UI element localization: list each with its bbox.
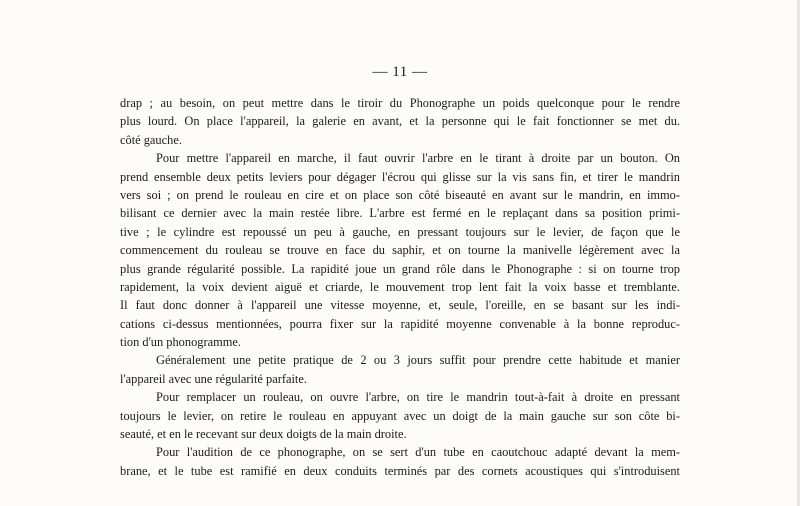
text-line: côté gauche. xyxy=(120,132,182,147)
text-line: seauté, et en le recevant sur deux doigts de la main droite. xyxy=(120,427,407,442)
text-line: rapidement, la voix devient aiguë et criarde, le mouvement trop lent fait la voix basse et tremblante. xyxy=(120,279,680,294)
text-line: Pour mettre l'appareil en marche, il faut ouvrir l'arbre en le tirant à droite par un bouton. On xyxy=(156,151,680,166)
text-line: vers soi ; on prend le rouleau en cire et on place son côté biseauté en avant sur le mandrin, en immo- xyxy=(120,187,680,202)
text-line: Pour l'audition de ce phonographe, on se sert d'un tube en caoutchouc adapté devant la mem- xyxy=(156,445,680,460)
body-text xyxy=(120,94,680,480)
text-line: brane, et le tube est ramifié en deux conduits terminés par des cornets acoustiques qui s'introduisent xyxy=(120,463,680,478)
text-line: prend ensemble deux petits leviers pour dégager l'écrou qui glisse sur la vis sans fin, et tirer le mandrin xyxy=(120,169,680,184)
text-line: Généralement une petite pratique de 2 ou 3 jours suffit pour prendre cette habitude et manier xyxy=(156,353,680,368)
text-line: plus grande régularité possible. La rapidité joue un grand rôle dans le Phonographe : si on tourne trop xyxy=(120,261,680,276)
text-line: tion d'un phonogramme. xyxy=(120,335,241,350)
text-line: commencement du rouleau se trouve en face du saphir, et on tourne la manivelle légèrement avec la xyxy=(120,243,680,258)
text-line: Il faut donc donner à l'appareil une vitesse moyenne, et, seule, l'oreille, en se basant sur les indi- xyxy=(120,298,680,313)
text-line: drap ; au besoin, on peut mettre dans le tiroir du Phonographe un poids quelconque pour le rendre xyxy=(120,96,680,110)
text-line: Pour remplacer un rouleau, on ouvre l'arbre, on tire le mandrin tout-à-fait à droite en pressant xyxy=(156,390,680,405)
text-line: tive ; le cylindre est repoussé un peu à gauche, en pressant toujours sur le levier, de façon que le xyxy=(120,224,680,239)
text-line: toujours le levier, on retire le rouleau en appuyant avec un doigt de la main gauche sur son côte bi- xyxy=(120,408,680,423)
text-line: l'appareil avec une régularité parfaite. xyxy=(120,371,307,386)
page-number: — 11 — xyxy=(372,64,428,80)
text-line: plus lourd. On place l'appareil, la galerie en avant, et la personne qui le fait fonctionner se met du. xyxy=(120,114,680,129)
text-line: bilisant ce dernier avec la main restée libre. L'arbre est fermé en le replaçant dans sa position primi- xyxy=(120,206,680,221)
text-line: cations ci-dessus mentionnées, pourra fixer sur la rapidité moyenne convenable à la bonne reproduc- xyxy=(120,316,680,331)
